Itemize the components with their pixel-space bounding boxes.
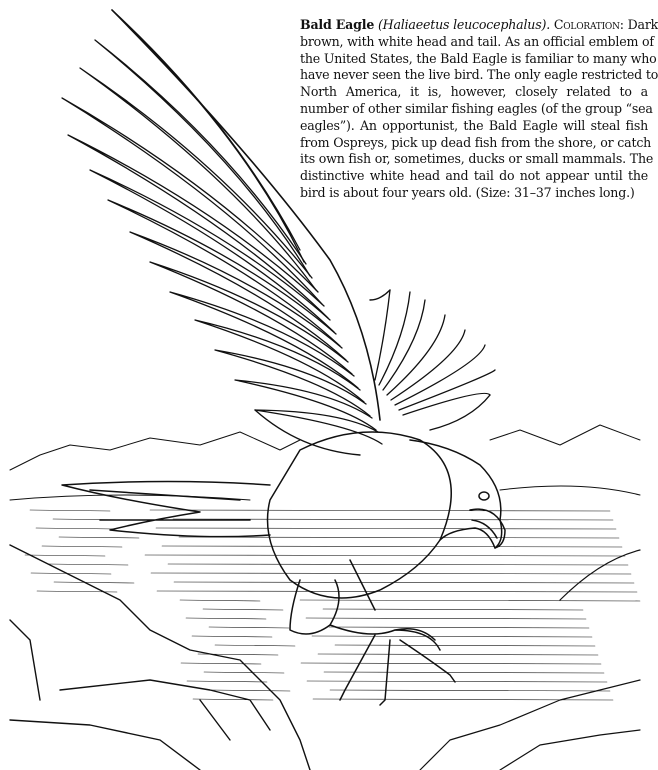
mountain-ridge xyxy=(10,425,640,470)
description-line: eagles”). An opportunist, the Bald Eagle will steal fish xyxy=(300,117,648,133)
water-line xyxy=(186,618,586,619)
eye xyxy=(479,492,489,500)
water-line xyxy=(37,591,637,592)
description-line: from Ospreys, pick up dead fish from the shore, or catch xyxy=(300,134,652,150)
description-line: brown, with white head and tail. As an official emblem of xyxy=(300,33,654,49)
water-line xyxy=(193,699,613,700)
description-line-last: bird is about four years old. (Size: 31–37 inches long.) xyxy=(300,184,635,200)
water-line xyxy=(30,510,610,511)
wing-feather xyxy=(195,320,364,402)
water-line xyxy=(209,627,589,628)
water-line xyxy=(180,600,640,601)
water-line xyxy=(192,636,592,637)
water-line xyxy=(31,573,631,574)
water-line xyxy=(48,564,628,565)
wing-feather xyxy=(95,40,310,276)
description-line: number of other similar fishing eagles (of the group “sea xyxy=(300,100,653,116)
wing-feather xyxy=(215,350,370,416)
water-line xyxy=(25,555,625,556)
water-line xyxy=(54,582,634,583)
coloration-label: Coloration: xyxy=(553,17,624,32)
far-shore xyxy=(10,486,640,500)
talons xyxy=(330,625,455,705)
description-line: distinctive white head and tail do not appear until the xyxy=(300,168,648,184)
water-line xyxy=(204,672,604,673)
description-line: North America, it is, however, closely related to a xyxy=(300,84,648,100)
wing-trailing-edge xyxy=(255,410,360,455)
water-line xyxy=(203,609,583,610)
water-line xyxy=(187,681,607,682)
water-line xyxy=(215,645,595,646)
description-text: Dark xyxy=(627,17,658,32)
far-wing-feather xyxy=(391,330,465,400)
description-line-1 xyxy=(300,17,658,34)
species-description xyxy=(300,17,658,202)
water-line xyxy=(59,537,619,538)
water-line xyxy=(42,546,622,547)
far-wing-feather xyxy=(403,393,490,415)
wing-feather xyxy=(108,200,340,346)
wing-feather xyxy=(255,410,382,444)
wing-feather xyxy=(62,98,322,304)
common-name: Bald Eagle xyxy=(300,17,375,32)
description-line: its own fish or, sometimes, ducks or small mammals. The xyxy=(300,151,654,167)
eagle-body xyxy=(62,432,505,705)
water-line xyxy=(36,528,616,529)
water-line xyxy=(198,654,598,655)
far-wing-feather xyxy=(383,300,425,390)
description-line: have never seen the live bird. The only eagle restricted to xyxy=(300,67,658,83)
water-lines xyxy=(25,510,640,700)
landscape xyxy=(10,425,640,770)
rock-outcrop xyxy=(10,545,310,770)
scientific-name: (Haliaeetus leucocephalus). xyxy=(377,17,550,32)
description-line: the United States, the Bald Eagle is familiar to many who xyxy=(300,50,657,66)
